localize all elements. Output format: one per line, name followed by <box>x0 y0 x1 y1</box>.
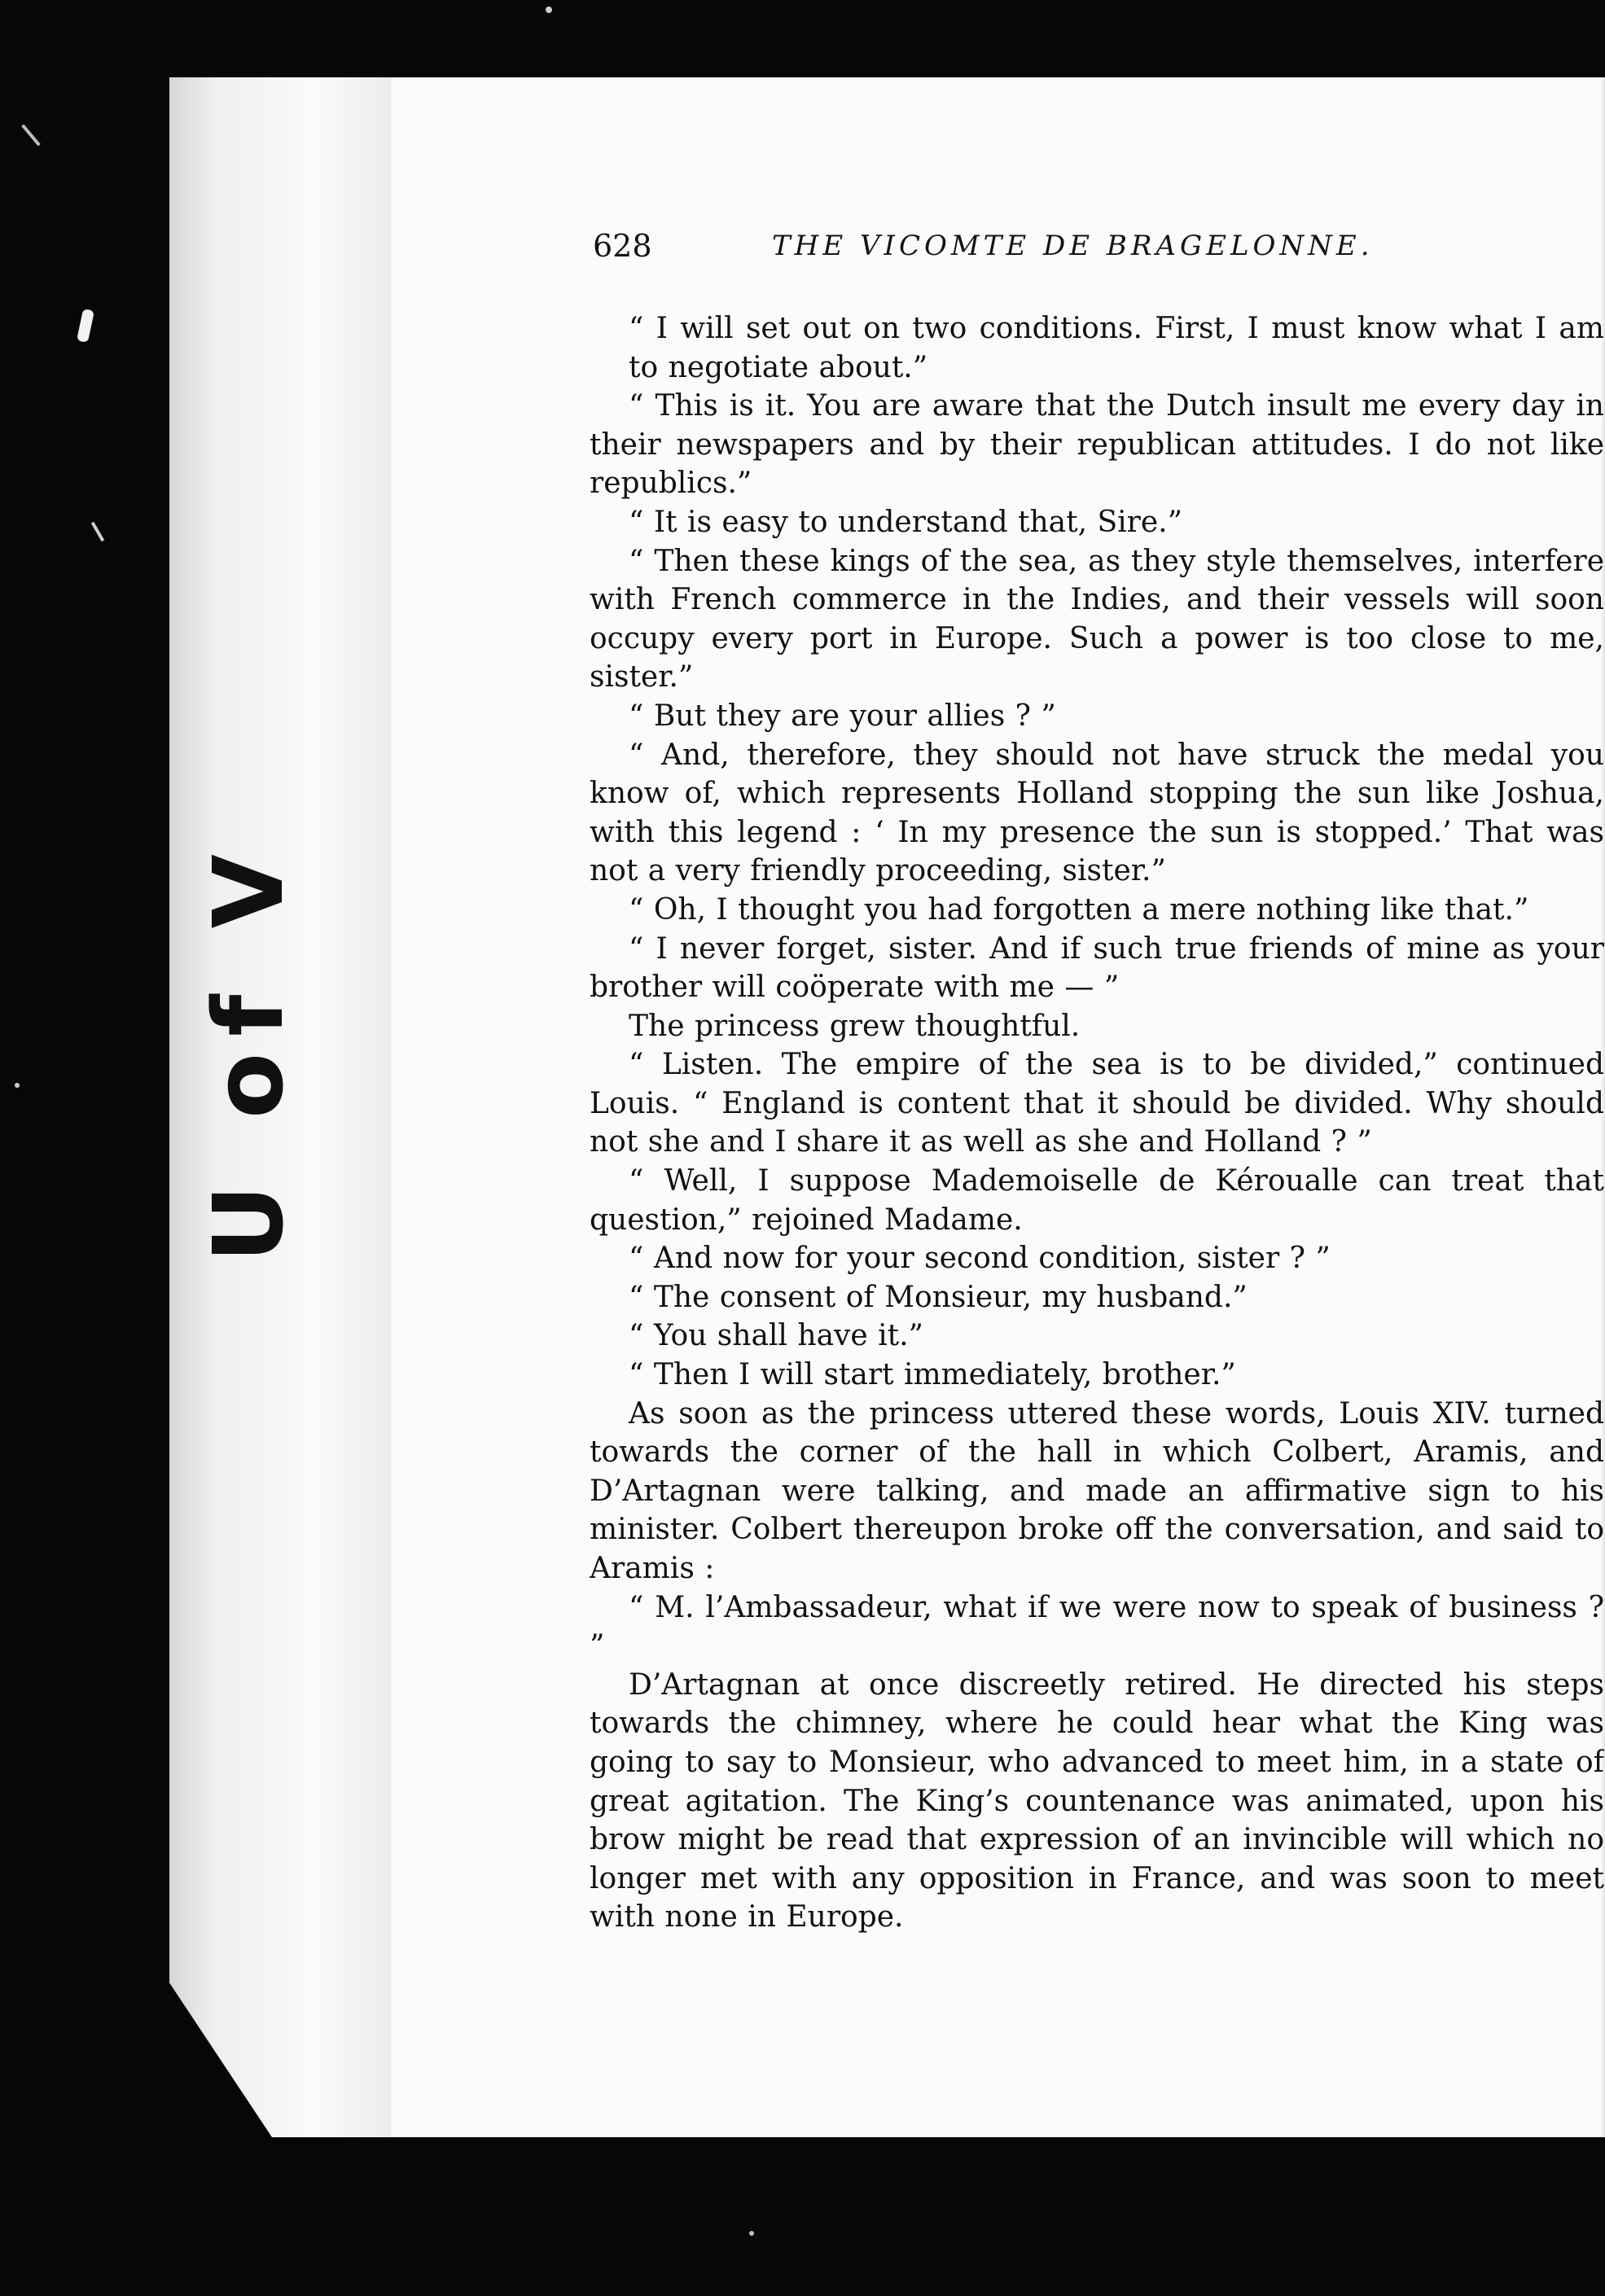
paragraph: “ I never forget, sister. And if such true friends of mine as your brother will coöperate with me — ” <box>590 931 1604 1005</box>
paragraph: “ I will set out on two conditions. First, I must know what I am to negotiate about.” <box>629 312 1604 384</box>
paragraph: “ Well, I suppose Mademoiselle de Kéroualle can treat that question,” rejoined Madame. <box>590 1164 1604 1237</box>
paragraph: “ Oh, I thought you had forgotten a mere nothing like that.” <box>629 892 1529 927</box>
dust-speck <box>546 7 552 13</box>
paragraph: “ It is easy to understand that, Sire.” <box>629 505 1183 539</box>
paragraph: The princess grew thoughtful. <box>629 1009 1081 1043</box>
paragraph: “ This is it. You are aware that the Dutch insult me every day in their newspapers and by their republican attitudes. I do not like republics.” <box>590 389 1604 501</box>
dust-speck <box>749 2231 754 2236</box>
dust-speck <box>15 1083 20 1088</box>
page-number: 628 <box>593 228 652 264</box>
body-text <box>590 309 1604 1938</box>
paragraph: “ And now for your second condition, sister ? ” <box>629 1242 1331 1276</box>
paragraph: “ You shall have it.” <box>629 1319 923 1353</box>
library-stamp-text: U of V <box>192 838 305 1263</box>
paragraph: “ M. l’Ambassadeur, what if we were now to speak of business ? ” <box>590 1590 1604 1663</box>
running-title: THE VICOMTE DE BRAGELONNE. <box>772 230 1374 262</box>
paragraph: “ The consent of Monsieur, my husband.” <box>629 1280 1248 1314</box>
paragraph: “ Then these kings of the sea, as they style themselves, interfere with French commerce in the Indies, and their vessels will soon occupy every port in Europe. Such a power is too close to me, sister.” <box>590 544 1604 694</box>
library-stamp <box>192 838 305 1263</box>
paragraph: D’Artagnan at once discreetly retired. He directed his steps towards the chimney, where he could hear what the King was going to say to Monsieur, who advanced to meet him, in a state of great agitation. The King’s countenance was animated, upon his brow might be read that expression of an invincible will which no longer met with any opposition in France, and was soon to meet with none in Europe. <box>590 1667 1604 1935</box>
paragraph: “ Then I will start immediately, brother.” <box>629 1358 1236 1392</box>
running-head <box>593 228 1570 277</box>
paragraph: “ Listen. The empire of the sea is to be divided,” continued Louis. “ England is content that it should be divided. Why should not she and I share it as well as she and Holland ? ” <box>590 1048 1604 1159</box>
paragraph: “ But they are your allies ? ” <box>629 699 1056 733</box>
paragraph: “ And, therefore, they should not have struck the medal you know of, which represents Holland stopping the sun like Joshua, with this legend : ‘ In my presence the sun is stopped.’ That was not a very friendly proceeding, sister.” <box>590 738 1604 888</box>
paragraph: As soon as the princess uttered these words, Louis XIV. turned towards the corner of the hall in which Colbert, Aramis, and D’Artagnan were talking, and made an affirmative sign to his minister. Colbert thereupon broke off the conversation, and said to Aramis : <box>590 1396 1604 1585</box>
